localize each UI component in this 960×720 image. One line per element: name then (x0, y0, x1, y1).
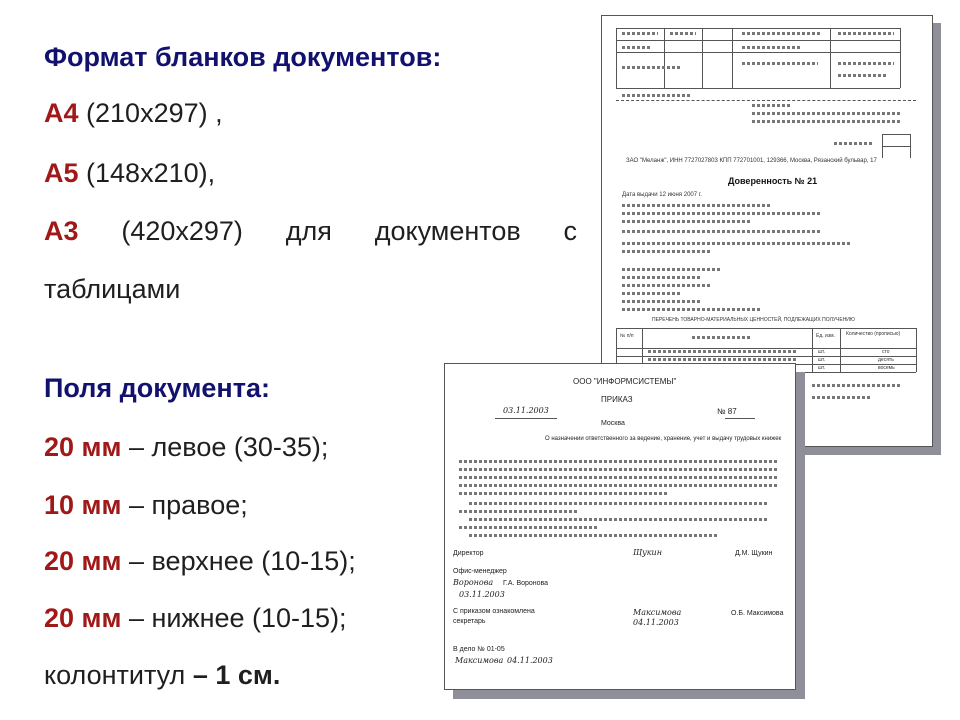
footer-value: – 1 см. (192, 660, 281, 690)
format-a3-word-4: с (563, 216, 577, 246)
doc2-manager-date: 03.11.2003 (459, 590, 505, 599)
doc2-director-name: Д.М. Щукин (735, 550, 773, 557)
doc2-org: ООО "ИНФОРМСИСТЕМЫ" (573, 377, 677, 386)
doc1-row1-unit: шт. (818, 349, 826, 355)
margin-right-value: 10 мм (44, 490, 122, 520)
doc1-row3-unit: шт. (818, 365, 826, 371)
doc1-col-unit: Ед. изм. (816, 333, 835, 339)
footer-line (44, 660, 280, 691)
doc1-org: ЗАО "Меланж", ИНН 7727027803 КПП 772701001, 129366, Москва, Рязанский бульвар, 17 (626, 158, 877, 164)
doc1-row3-qty: восемь (878, 365, 895, 371)
footer-label: колонтитул (44, 660, 186, 690)
format-a3-word-2: для (285, 216, 332, 246)
order-document: ООО "ИНФОРМСИСТЕМЫ" ПРИКАЗ 03.11.2003 № 87 Москва О назначении ответственного за ведение, хранение, учет и выдачу трудовых книжек Директор Щукин Д.М. Щукин Офис-менеджер Воронова Г.А. Воронова 03.11.2003 С приказом ознакомлена секретарь Максимова 04.11.2003 О.Б. Максимова В дело № 01-05 Максимова 04.11.2003 (444, 363, 796, 690)
doc2-city: Москва (601, 420, 625, 427)
doc2-manager-label: Офис-менеджер (453, 568, 507, 575)
margin-top-line (44, 546, 356, 577)
doc2-file-label: В дело № 01-05 (453, 646, 505, 653)
margin-top-value: 20 мм (44, 546, 122, 576)
margin-left-text: – левое (30-35); (129, 432, 329, 462)
doc1-row2-qty: десять (878, 357, 894, 363)
format-a3-word-3: документов (374, 216, 521, 246)
format-a3-code: А3 (44, 216, 79, 246)
margin-bottom-value: 20 мм (44, 603, 122, 633)
doc1-row2-unit: шт. (818, 357, 826, 363)
doc1-date: Дата выдачи 12 июня 2007 г. (622, 192, 702, 198)
doc2-subject: О назначении ответственного за ведение, хранение, учет и выдачу трудовых книжек (545, 436, 782, 442)
doc1-row1-qty: сто (882, 349, 890, 355)
doc2-ack-role: секретарь (453, 618, 486, 625)
margin-right-line (44, 490, 248, 521)
doc1-col-number: № п/п (620, 333, 634, 339)
format-a5-size: (148х210), (86, 158, 216, 188)
doc1-title: Доверенность № 21 (728, 176, 818, 186)
margin-left-line (44, 432, 328, 463)
margin-top-text: – верхнее (10-15); (129, 546, 356, 576)
doc2-manager-name: Г.А. Воронова (503, 580, 549, 587)
doc2-ack-label: С приказом ознакомлена (453, 608, 535, 615)
margin-right-text: – правое; (129, 490, 248, 520)
format-a3-line (44, 216, 577, 247)
margin-bottom-text: – нижнее (10-15); (129, 603, 347, 633)
doc2-ack-name: О.Б. Максимова (731, 610, 784, 617)
doc1-table-title: ПЕРЕЧЕНЬ ТОВАРНО-МАТЕРИАЛЬНЫХ ЦЕННОСТЕЙ, ПОДЛЕЖАЩИХ ПОЛУЧЕНИЮ (652, 317, 855, 323)
doc1-col-quantity: Количество (прописью) (846, 331, 901, 337)
format-a4-code: А4 (44, 98, 79, 128)
format-a3-continuation: таблицами (44, 274, 181, 304)
doc2-date: 03.11.2003 (503, 406, 549, 415)
doc2-type: ПРИКАЗ (601, 395, 633, 404)
doc2-ack-date: 04.11.2003 (633, 618, 679, 627)
format-a5-code: А5 (44, 158, 79, 188)
heading-document-margins: Поля документа: (44, 373, 270, 403)
doc2-number: № 87 (717, 407, 737, 416)
margin-bottom-line (44, 603, 347, 634)
format-a3-word-1: (420х297) (121, 216, 243, 246)
format-a4-size: (210х297) , (86, 98, 223, 128)
doc2-file-date: 04.11.2003 (507, 656, 553, 665)
margin-left-value: 20 мм (44, 432, 122, 462)
format-a4-line (44, 98, 223, 129)
heading-blank-format: Формат бланков документов: (44, 42, 442, 72)
format-a5-line (44, 158, 215, 189)
doc2-director-label: Директор (453, 550, 484, 557)
